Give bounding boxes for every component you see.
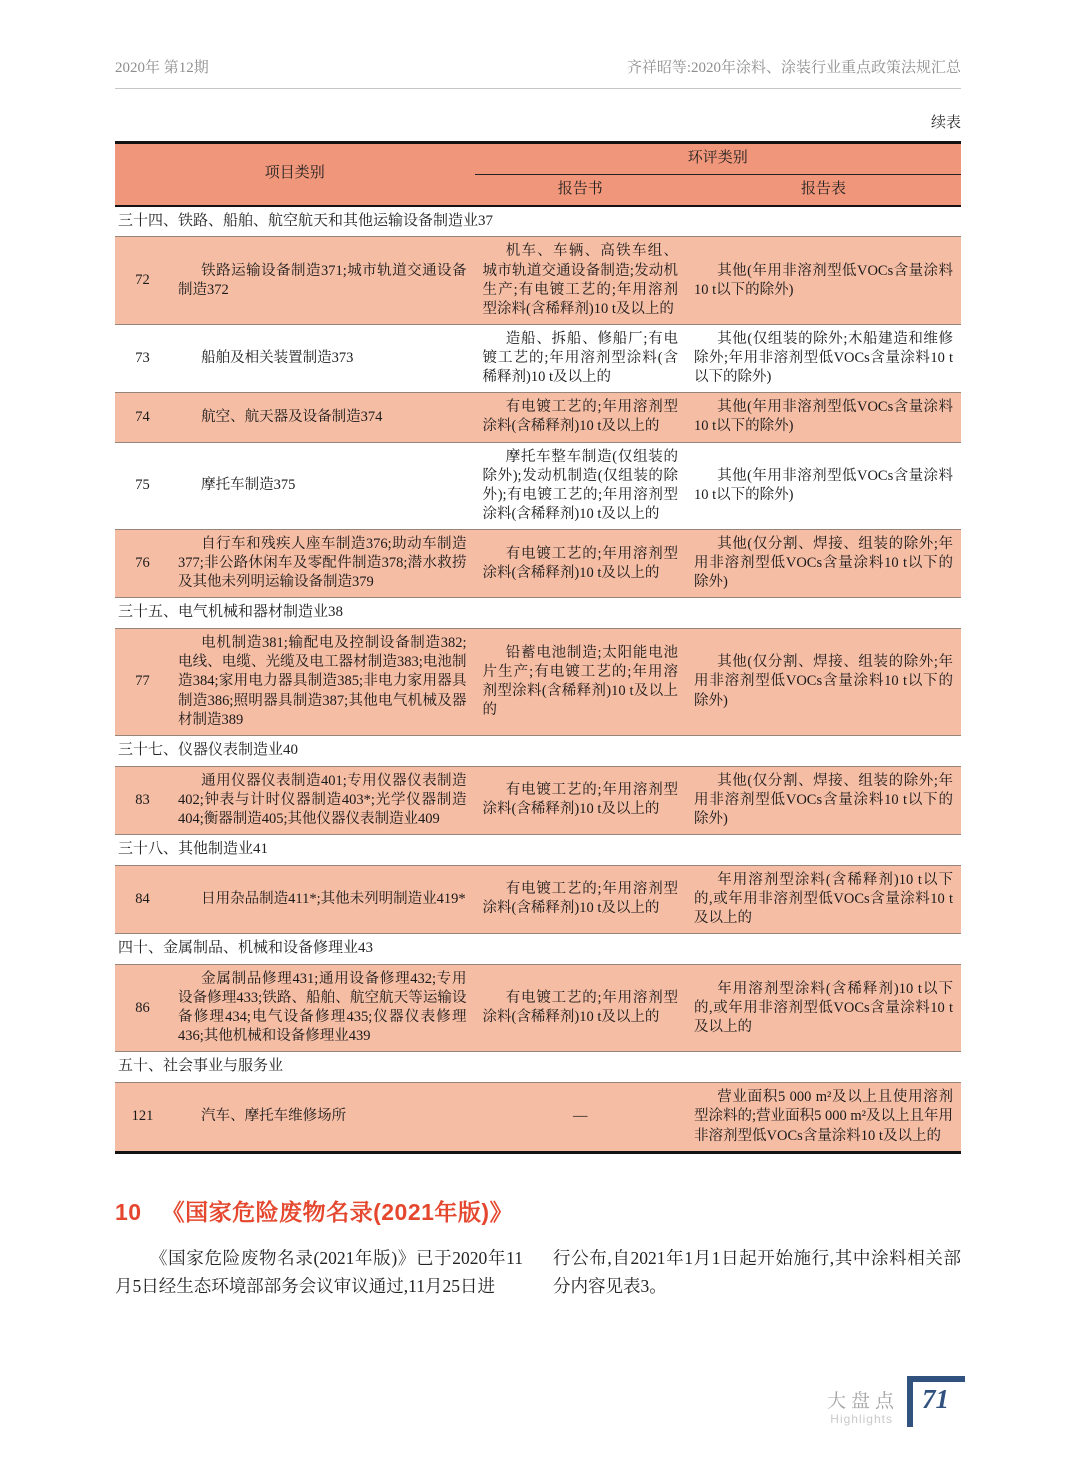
issue-label: 2020年 第12期 <box>115 60 209 76</box>
category: 电机制造381;输配电及控制设备制造382;电线、电缆、光缆及电工器材制造383;电池制造384;家用电力器具制造385;非电力家用器具制造386;照明器具制造387;其他电气机械及器材制造389 <box>170 629 475 736</box>
eia-category-table <box>115 141 961 1154</box>
industry-section-row <box>115 206 961 237</box>
section-10 <box>115 1194 961 1301</box>
report-book: 有电镀工艺的;年用溶剂型涂料(含稀释剂)10 t及以上的 <box>475 865 687 933</box>
report-book: 有电镀工艺的;年用溶剂型涂料(含稀释剂)10 t及以上的 <box>475 393 687 442</box>
industry-section-label: 三十七、仪器仪表制造业40 <box>115 735 961 766</box>
table-row <box>115 393 961 442</box>
table-body <box>115 206 961 1153</box>
report-book: 有电镀工艺的;年用溶剂型涂料(含稀释剂)10 t及以上的 <box>475 766 687 834</box>
section-number: 10 <box>115 1198 142 1225</box>
table-row <box>115 324 961 392</box>
running-header <box>115 56 961 89</box>
report-form: 营业面积5 000 m²及以上且使用溶剂型涂料的;营业面积5 000 m²及以上且年用非溶剂型低VOCs含量涂料10 t及以上的 <box>686 1083 961 1152</box>
table-row <box>115 865 961 933</box>
footer-brand <box>827 1386 899 1426</box>
page-number-bracket <box>907 1376 965 1427</box>
continued-table-note: 续表 <box>930 115 961 131</box>
report-form: 其他(仅分割、焊接、组装的除外;年用非溶剂型低VOCs含量涂料10 t以下的除外) <box>686 629 961 736</box>
section-heading <box>115 1194 961 1227</box>
report-form-header: 报告表 <box>686 174 961 205</box>
body-column-left <box>115 1244 523 1301</box>
eia-category-header: 环评类别 <box>475 143 961 175</box>
industry-section-label: 三十四、铁路、船舶、航空航天和其他运输设备制造业37 <box>115 206 961 237</box>
row-number: 86 <box>115 964 170 1052</box>
industry-section-row <box>115 735 961 766</box>
paragraph: 行公布,自2021年1月1日起开始施行,其中涂料相关部分内容见表3。 <box>553 1247 961 1296</box>
industry-section-label: 三十五、电气机械和器材制造业38 <box>115 598 961 629</box>
industry-section-label: 五十、社会事业与服务业 <box>115 1052 961 1083</box>
body-columns <box>115 1244 961 1301</box>
table-row <box>115 629 961 736</box>
category: 汽车、摩托车维修场所 <box>170 1083 475 1152</box>
report-book: 有电镀工艺的;年用溶剂型涂料(含稀释剂)10 t及以上的 <box>475 964 687 1052</box>
paragraph: 《国家危险废物名录(2021年版)》已于2020年11月5日经生态环境部部务会议审议通过,11月25日进 <box>115 1247 523 1296</box>
industry-section-label: 三十八、其他制造业41 <box>115 834 961 865</box>
report-book: 有电镀工艺的;年用溶剂型涂料(含稀释剂)10 t及以上的 <box>475 530 687 598</box>
article-title-label: 齐祥昭等:2020年涂料、涂装行业重点政策法规汇总 <box>626 60 961 76</box>
table-row <box>115 442 961 530</box>
report-form: 其他(年用非溶剂型低VOCs含量涂料10 t以下的除外) <box>686 393 961 442</box>
category: 日用杂品制造411*;其他未列明制造业419* <box>170 865 475 933</box>
row-number: 77 <box>115 629 170 736</box>
row-number: 84 <box>115 865 170 933</box>
report-form: 年用溶剂型涂料(含稀释剂)10 t以下的,或年用非溶剂型低VOCs含量涂料10 t及以上的 <box>686 865 961 933</box>
category: 航空、航天器及设备制造374 <box>170 393 475 442</box>
category: 摩托车制造375 <box>170 442 475 530</box>
table-header-row-1 <box>115 143 961 175</box>
page-footer <box>827 1376 965 1427</box>
industry-section-row <box>115 1052 961 1083</box>
industry-section-row <box>115 834 961 865</box>
row-number: 76 <box>115 530 170 598</box>
row-number: 83 <box>115 766 170 834</box>
table-row <box>115 237 961 325</box>
category: 通用仪器仪表制造401;专用仪器仪表制造402;钟表与计时仪器制造403*;光学仪器制造404;衡器制造405;其他仪器仪表制造业409 <box>170 766 475 834</box>
row-number: 72 <box>115 237 170 325</box>
category: 自行车和残疾人座车制造376;助动车制造377;非公路休闲车及零配件制造378;潜水救捞及其他未列明运输设备制造379 <box>170 530 475 598</box>
row-number: 73 <box>115 324 170 392</box>
table-head <box>115 143 961 206</box>
page-number: 71 <box>922 1384 949 1414</box>
report-book: — <box>475 1083 687 1152</box>
table-row <box>115 1083 961 1152</box>
table-row <box>115 964 961 1052</box>
report-form: 其他(仅分割、焊接、组装的除外;年用非溶剂型低VOCs含量涂料10 t以下的除外) <box>686 530 961 598</box>
report-book: 造船、拆船、修船厂;有电镀工艺的;年用溶剂型涂料(含稀释剂)10 t及以上的 <box>475 324 687 392</box>
report-book: 摩托车整车制造(仅组装的除外);发动机制造(仅组装的除外);有电镀工艺的;年用溶剂型涂料(含稀释剂)10 t及以上的 <box>475 442 687 530</box>
report-form: 其他(年用非溶剂型低VOCs含量涂料10 t以下的除外) <box>686 442 961 530</box>
footer-brand-chinese: 大盘点 <box>826 1391 899 1412</box>
report-form: 年用溶剂型涂料(含稀释剂)10 t以下的,或年用非溶剂型低VOCs含量涂料10 t及以上的 <box>686 964 961 1052</box>
page-content <box>115 56 961 1300</box>
footer-brand-english: Highlights <box>830 1412 893 1426</box>
category: 船舶及相关装置制造373 <box>170 324 475 392</box>
industry-section-row <box>115 598 961 629</box>
category: 金属制品修理431;通用设备修理432;专用设备修理433;铁路、船舶、航空航天等运输设备修理434;电气设备修理435;仪器仪表修理436;其他机械和设备修理业439 <box>170 964 475 1052</box>
project-category-header: 项目类别 <box>115 143 475 206</box>
report-book: 机车、车辆、高铁车组、城市轨道交通设备制造;发动机生产;有电镀工艺的;年用溶剂型涂料(含稀释剂)10 t及以上的 <box>475 237 687 325</box>
report-form: 其他(仅分割、焊接、组装的除外;年用非溶剂型低VOCs含量涂料10 t以下的除外) <box>686 766 961 834</box>
report-book: 铅蓄电池制造;太阳能电池片生产;有电镀工艺的;年用溶剂型涂料(含稀释剂)10 t及以上的 <box>475 629 687 736</box>
row-number: 74 <box>115 393 170 442</box>
report-form: 其他(年用非溶剂型低VOCs含量涂料10 t以下的除外) <box>686 237 961 325</box>
report-form: 其他(仅组装的除外;木船建造和维修除外;年用非溶剂型低VOCs含量涂料10 t以下的除外) <box>686 324 961 392</box>
row-number: 121 <box>115 1083 170 1152</box>
industry-section-label: 四十、金属制品、机械和设备修理业43 <box>115 934 961 965</box>
category: 铁路运输设备制造371;城市轨道交通设备制造372 <box>170 237 475 325</box>
report-book-header: 报告书 <box>475 174 687 205</box>
body-column-right <box>553 1244 961 1301</box>
industry-section-row <box>115 934 961 965</box>
row-number: 75 <box>115 442 170 530</box>
table-row <box>115 530 961 598</box>
table-row <box>115 766 961 834</box>
section-title: 《国家危险废物名录(2021年版)》 <box>161 1198 514 1225</box>
